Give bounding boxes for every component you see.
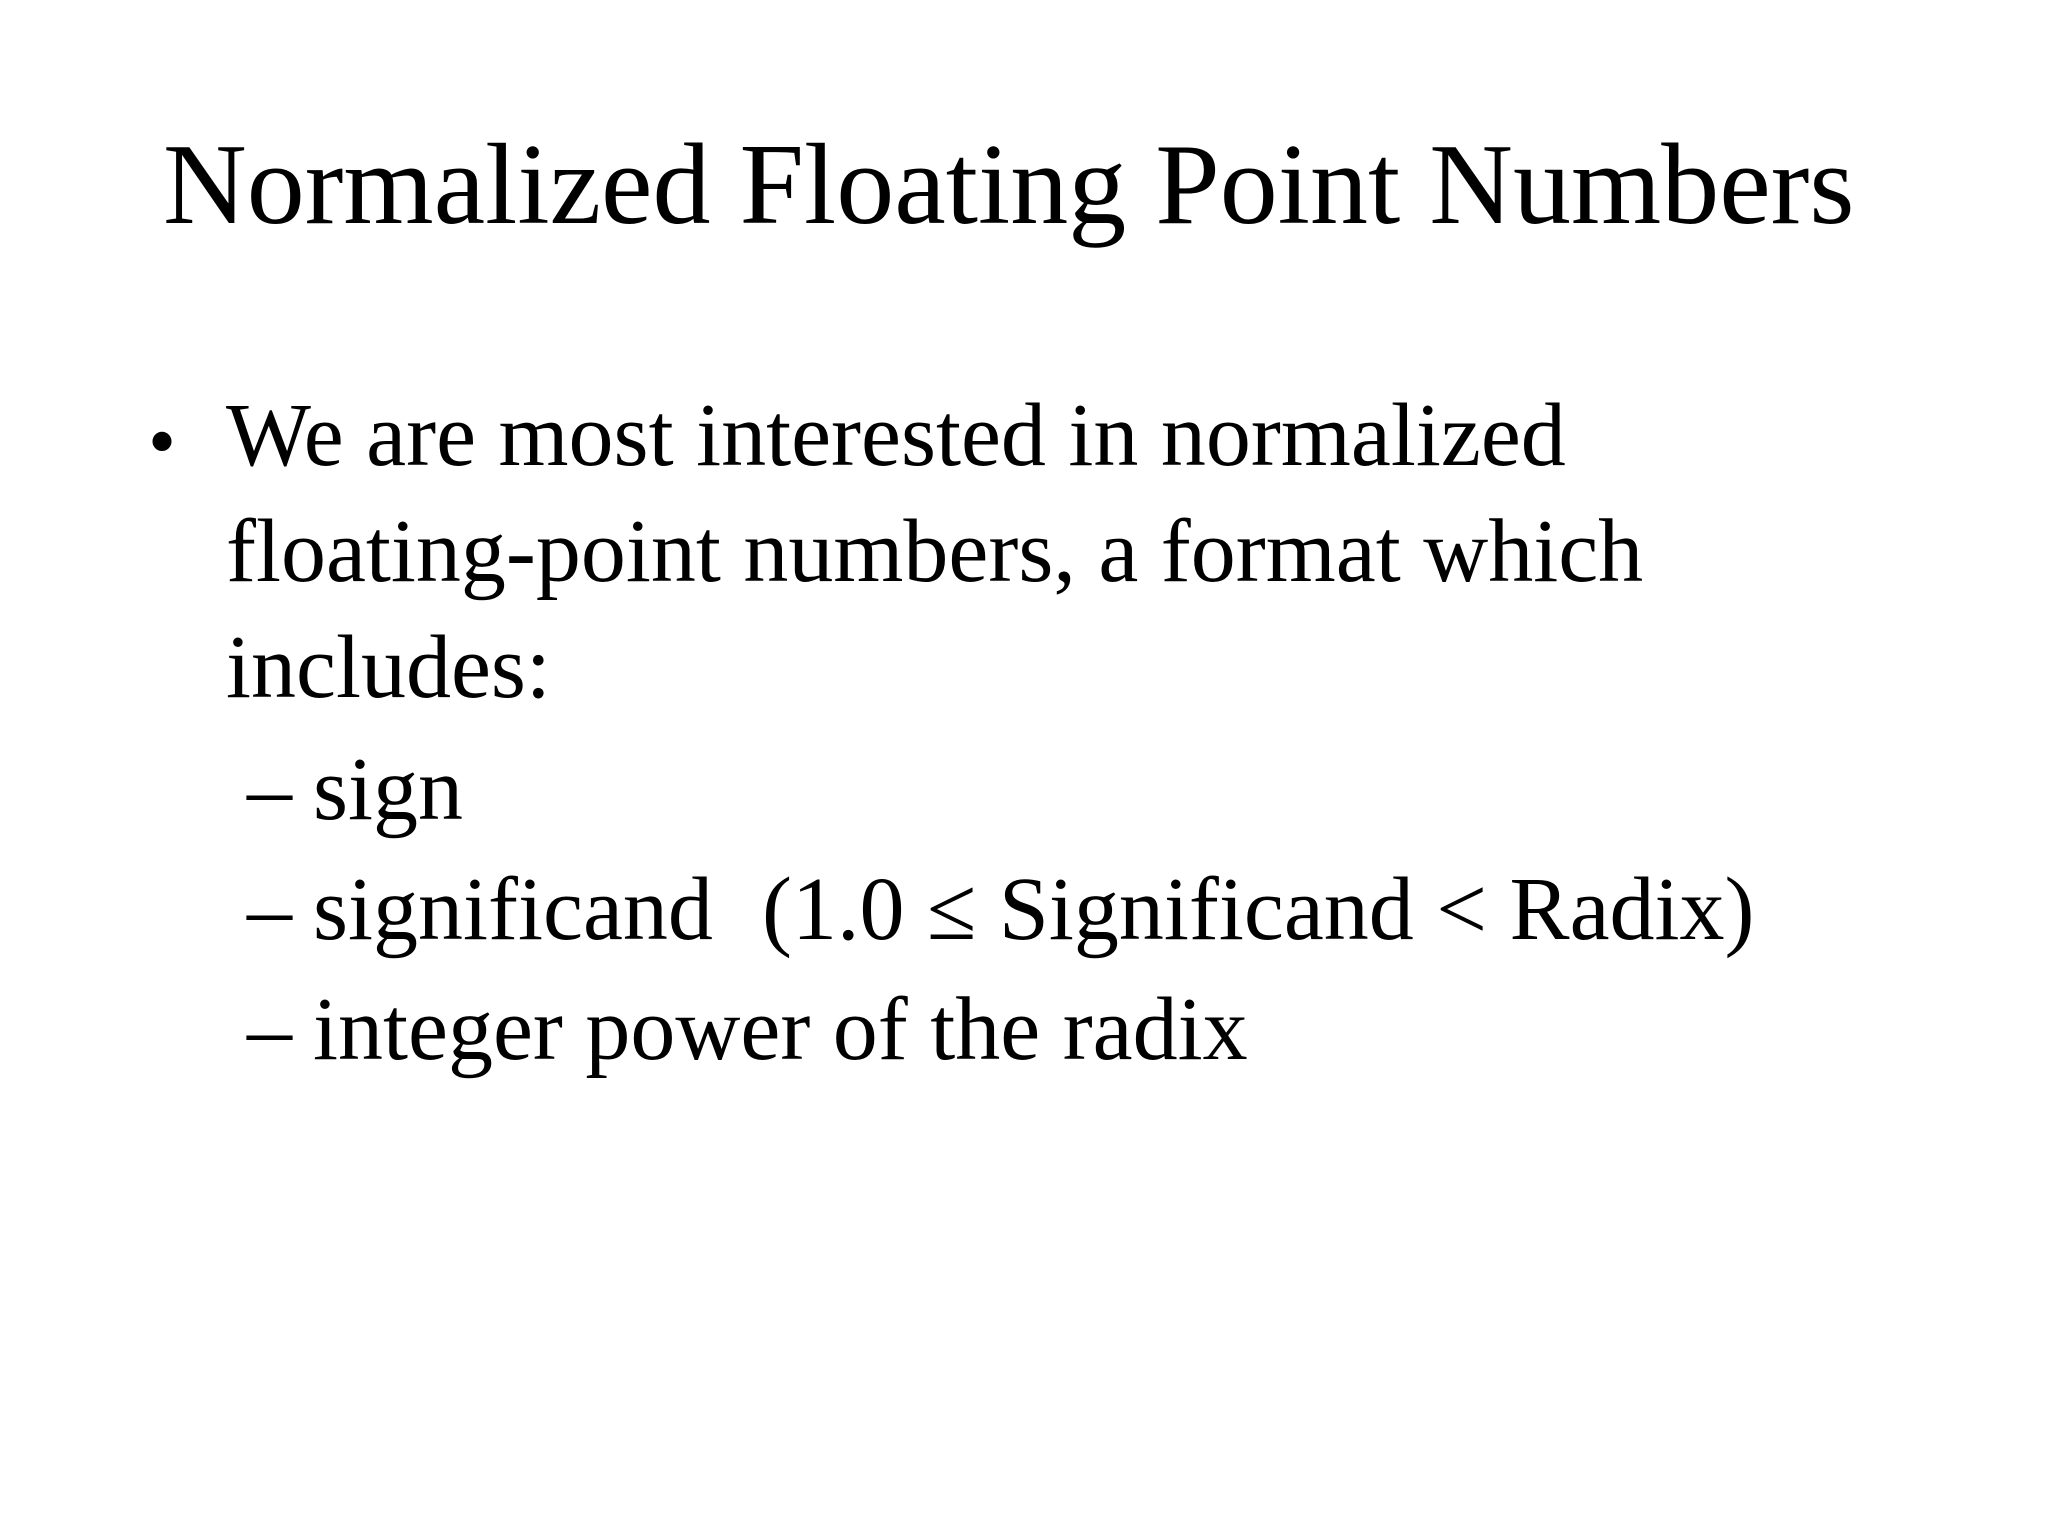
slide-title: Normalized Floating Point Numbers — [163, 121, 1855, 249]
bullet-marker: • — [148, 398, 177, 486]
subitem-label: integer power of the radix — [313, 980, 1248, 1079]
significand-formula: (1.0 ≤ Significand < Radix) — [762, 860, 1755, 959]
subitem-integer-power — [247, 980, 1248, 1079]
bullet-text — [226, 378, 1786, 726]
subitem-label: significand — [313, 860, 713, 959]
bullet-line: We are most interested in normalized — [226, 386, 1566, 485]
subitem-significand — [247, 860, 713, 959]
bullet-line: includes: — [226, 618, 551, 717]
bullet-line: floating-point numbers, a format which — [226, 502, 1644, 601]
dash-marker: – — [247, 740, 292, 839]
subitem-sign — [247, 740, 463, 839]
subitem-label: sign — [313, 740, 464, 839]
dash-marker: – — [247, 980, 292, 1079]
dash-marker: – — [247, 860, 292, 959]
